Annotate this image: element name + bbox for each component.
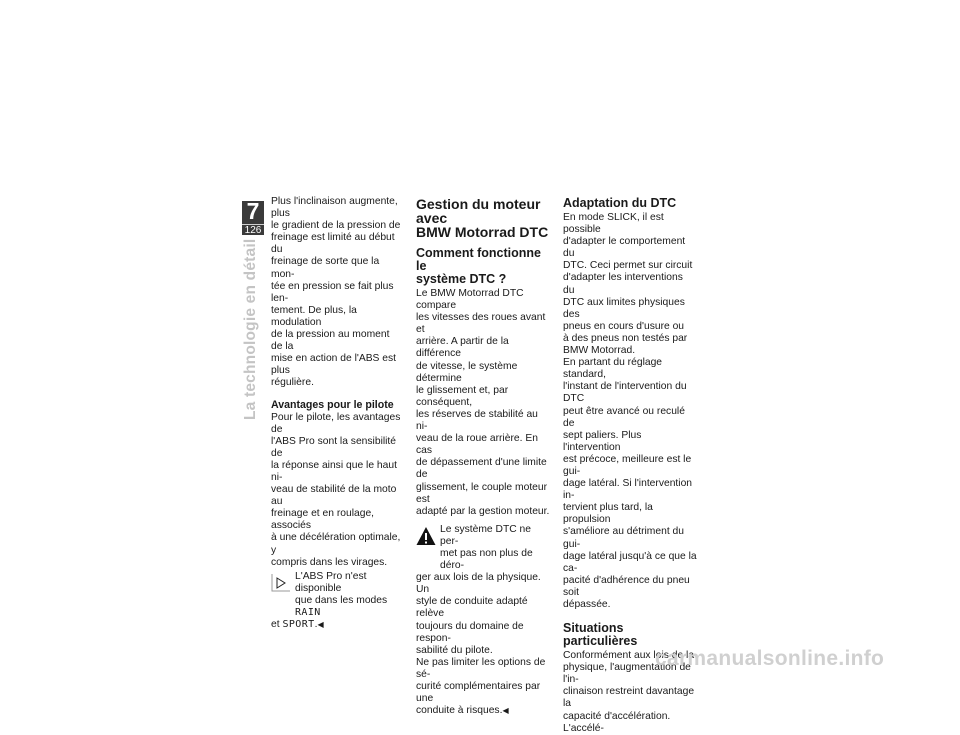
text-line: le glissement et, par conséquent, (416, 384, 509, 408)
heading-dtc-adaptation: Adaptation du DTC (563, 196, 677, 210)
text-line: DTC aux limites physiques des (563, 296, 685, 320)
text-line: adapté par la gestion moteur. (416, 505, 550, 517)
warning-text-line: Ne pas limiter les options de sé- (416, 656, 546, 680)
text-line: physique, l'augmentation de l'in- (563, 662, 691, 686)
warning-text-line: toujours du domaine de respon- (416, 620, 524, 644)
heading-rider-benefits: Avantages pour le pilote (271, 398, 394, 411)
note-text-line (271, 619, 403, 631)
column-1 (271, 196, 403, 631)
warning-text-line: Le système DTC ne per- (440, 523, 531, 547)
text-line: tervient plus tard, la propulsion (563, 502, 653, 526)
text-line: tée en pression se fait plus len- (271, 280, 394, 304)
subtitle-line: Comment fonctionne le (416, 246, 541, 273)
text-line: d'adapter le comportement du (563, 236, 686, 260)
column-2 (416, 196, 550, 717)
title-line: BMW Motorrad DTC (416, 224, 549, 240)
text-line: glissement, le couple moteur est (416, 481, 548, 505)
text-line: mise en action de l'ABS est plus (271, 353, 397, 377)
text-line: régulière. (271, 377, 314, 389)
text-line: veau de la roue arrière. En cas (416, 433, 538, 457)
note-text: que dans les modes (295, 594, 388, 606)
text-line: BMW Motorrad. (563, 345, 636, 357)
warning-text-line: ger aux lois de la physique. Un (416, 572, 541, 596)
text-line: à des pneus non testés par (563, 332, 688, 344)
text-line: d'adapter les interventions du (563, 272, 683, 296)
text-line: l'ABS Pro sont la sensibilité de (271, 435, 397, 459)
text-line: peut être avancé ou reculé de (563, 405, 685, 429)
heading-special-situations: Situations particulières (563, 621, 638, 649)
warning-text-line: style de conduite adapté relève (416, 596, 528, 620)
text-line: freinage et en roulage, associés (271, 508, 375, 532)
text-line: Le BMW Motorrad DTC compare (416, 288, 524, 312)
warning-text-line: met pas non plus de déro- (440, 547, 533, 572)
text-line: de dépassement d'une limite de (416, 457, 547, 481)
page-number: 126 (244, 225, 262, 236)
text-line: l'instant de l'intervention du DTC (563, 381, 687, 405)
text-line: arrière. A partir de la différence (416, 336, 509, 360)
chapter-section-title: La technologie en détail (242, 238, 259, 420)
paragraph-intervention-steps (563, 357, 697, 611)
text-line: En mode SLICK, il est possible (563, 212, 664, 236)
subtitle-how-dtc-works (416, 247, 550, 286)
warning-text-line: sabilité du pilote. (416, 644, 493, 656)
section-title-dtc (416, 197, 550, 239)
note-text: . (314, 619, 318, 631)
text-line: Conformément aux lois de la (563, 650, 695, 662)
text-line: le gradient de la pression de (271, 220, 401, 232)
end-mark: ◀ (502, 706, 509, 716)
paragraph-inclination (271, 196, 403, 390)
paragraph-dtc-function (416, 288, 550, 518)
end-mark: ◀ (317, 620, 324, 630)
text-line: dage latéral. Si l'intervention in- (563, 478, 693, 502)
info-note (271, 571, 403, 631)
text-line: capacité d'accélération. L'accélé- (563, 710, 671, 734)
text-line: tement. De plus, la modulation (271, 304, 357, 328)
warning-text-line (416, 705, 550, 717)
text-line: les vitesses des roues avant et (416, 312, 546, 336)
text-line: dépassée. (563, 599, 611, 610)
text-line: freinage est limité au début du (271, 232, 395, 256)
text-line: Pour le pilote, les avantages de (271, 411, 401, 435)
text-line: de la pression au moment de la (271, 329, 390, 353)
subtitle-line: système DTC ? (416, 272, 507, 286)
text-line: à une décélération optimale, y (271, 532, 401, 556)
text-line: freinage de sorte que la mon- (271, 256, 380, 280)
text-line: pacité d'adhérence du pneu soit (563, 574, 690, 598)
text-line: veau de stabilité de la moto au (271, 484, 397, 508)
mode-rain: RAIN (295, 607, 321, 618)
paragraph-dtc-adaptation (563, 212, 697, 357)
text-line: Plus l'inclinaison augmente, plus (271, 196, 398, 220)
text-line: dage latéral jusqu'à ce que la ca- (563, 550, 697, 574)
watermark: carmanualsonline.info (655, 647, 885, 670)
text-line: sept paliers. Plus l'intervention (563, 429, 642, 453)
note-text: et (271, 619, 283, 631)
text-line: de vitesse, le système détermine (416, 360, 518, 384)
mode-sport: SPORT (282, 619, 315, 631)
warning-text-line: curité complémentaires par une (416, 681, 541, 705)
text-line: DTC. Ceci permet sur circuit (563, 260, 693, 272)
text-line: la réponse ainsi que le haut ni- (271, 459, 397, 483)
note-arrow-icon (271, 572, 291, 592)
warning-triangle-icon (416, 526, 436, 546)
note-text-line (271, 595, 403, 619)
note-text-line: L'ABS Pro n'est disponible (295, 570, 367, 594)
text-line: les réserves de stabilité au ni- (416, 408, 538, 433)
text-line: est précoce, meilleure est le gui- (563, 453, 692, 477)
text-line: s'améliore au détriment du gui- (563, 526, 685, 550)
paragraph-rider-benefits (271, 412, 403, 569)
warning-note (416, 524, 550, 718)
text-line: pneus en cours d'usure ou (563, 320, 685, 332)
chapter-number: 7 (246, 198, 260, 224)
title-line: Gestion du moteur avec (416, 196, 541, 226)
text-line: clinaison restreint davantage la (563, 686, 695, 710)
text-line: En partant du réglage standard, (563, 357, 663, 381)
warning-text: conduite à risques. (416, 705, 503, 717)
text-line: compris dans les virages. (271, 556, 388, 568)
